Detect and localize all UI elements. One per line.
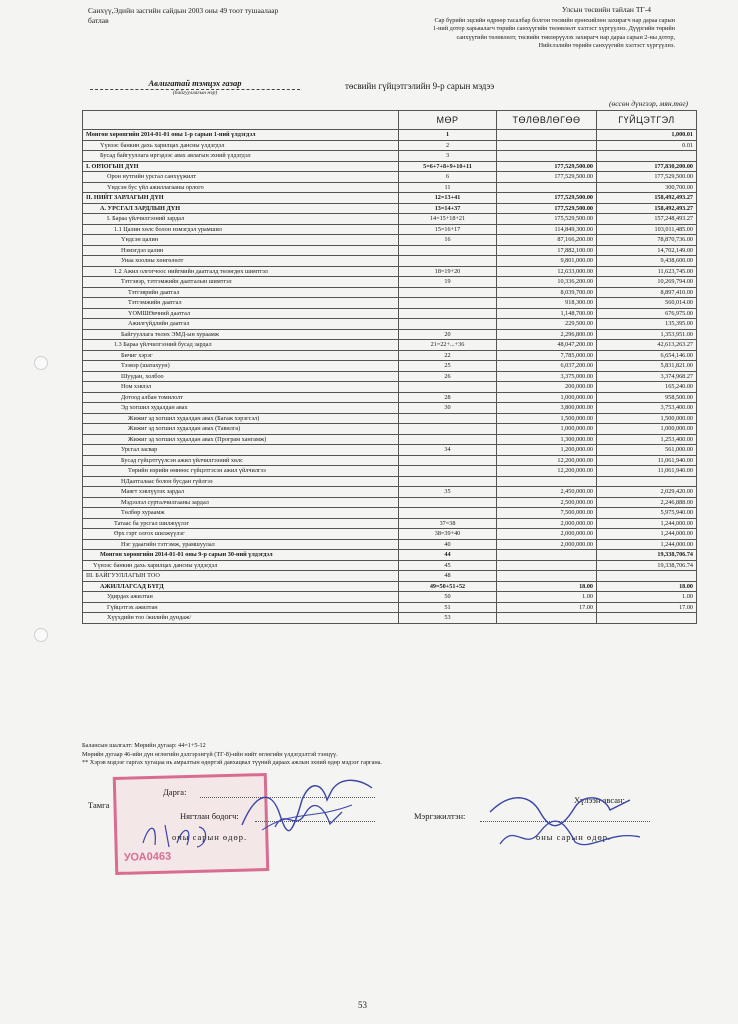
row-label: II. НИЙТ ЗАРЛАГЫН ДҮН xyxy=(83,193,399,204)
row-code xyxy=(399,319,497,330)
row-actual-value: 135,395.00 xyxy=(597,319,697,330)
row-plan-value: 87,166,200.00 xyxy=(497,235,597,246)
row-plan-value: 200,000.00 xyxy=(497,382,597,393)
row-actual-value: 14,702,149.00 xyxy=(597,245,697,256)
table-row xyxy=(83,382,697,393)
table-row xyxy=(83,413,697,424)
table-row xyxy=(83,256,697,267)
table-row xyxy=(83,193,697,204)
row-actual-value: 1,244,000.00 xyxy=(597,518,697,529)
row-code: 6 xyxy=(399,172,497,183)
row-code: 3 xyxy=(399,151,497,162)
table-row xyxy=(83,245,697,256)
inspector-label: Мэргэжилтэн: xyxy=(414,811,466,821)
instruction-line-2: 1-ний дотор харьяалагч төрийн санхүүгийн төлөвлөлт хэлтэст хүргүүлнэ. Дүүргийн төрийн xyxy=(432,25,675,32)
row-label: 1.3 Бараа үйлчилгээний бусад зардал xyxy=(83,340,399,351)
row-code: 13=14+37 xyxy=(399,203,497,214)
row-actual-value: 1,000,000.00 xyxy=(597,424,697,435)
row-label: Унаа хоолны хөнгөлөлт xyxy=(83,256,399,267)
table-row xyxy=(83,140,697,151)
row-actual-value: 78,870,736.00 xyxy=(597,235,697,246)
row-label: Нэмэгдэл цалин xyxy=(83,245,399,256)
row-plan-value: 2,000,000.00 xyxy=(497,529,597,540)
row-label: Бусад байгууллага иргэдээс авах авлагын эхний үлдэгдэл xyxy=(83,151,399,162)
row-plan-value: 177,529,500.00 xyxy=(497,203,597,214)
footnote-deadline: ** Хэрэв мэдээг гаргах хугацаа нь амралтын өдөртэй давхацвал түүний дараах ажлын эхний өдөр мэдээг гаргана. xyxy=(82,759,382,766)
row-plan-value: 2,296,800.00 xyxy=(497,329,597,340)
row-actual-value: 561,000.00 xyxy=(597,445,697,456)
row-code: 48 xyxy=(399,571,497,582)
row-plan-value: 2,000,000.00 xyxy=(497,539,597,550)
stamp-label: Тамга xyxy=(88,800,110,810)
row-actual-value: 1,353,951.00 xyxy=(597,329,697,340)
organization-name: Авлигатай тэмцэх газар xyxy=(90,78,300,90)
row-code xyxy=(399,508,497,519)
table-row xyxy=(83,151,697,162)
row-actual-value: 2,029,420.00 xyxy=(597,487,697,498)
row-actual-value xyxy=(597,613,697,624)
approval-line-1: Санхүү,Эдийн засгийн сайдын 2003 оны 49 тоот тушаалаар xyxy=(88,6,279,15)
row-code: 2 xyxy=(399,140,497,151)
table-row xyxy=(83,613,697,624)
table-body xyxy=(83,130,697,624)
row-actual-value: 3,753,400.00 xyxy=(597,403,697,414)
table-row xyxy=(83,466,697,477)
row-label: Тэтгэврийн даатгал xyxy=(83,287,399,298)
table-row xyxy=(83,340,697,351)
row-code: 1 xyxy=(399,130,497,141)
row-plan-value: 918,300.00 xyxy=(497,298,597,309)
row-actual-value: 1,244,000.00 xyxy=(597,539,697,550)
row-label: Бусад гүйцэтгүүлсэн ажил үйлчилгээний хөлс xyxy=(83,455,399,466)
table-row xyxy=(83,476,697,487)
row-plan-value: 114,849,300.00 xyxy=(497,224,597,235)
row-plan-value: 9,801,000.00 xyxy=(497,256,597,267)
row-code: 16 xyxy=(399,235,497,246)
row-plan-value xyxy=(497,476,597,487)
table-row xyxy=(83,497,697,508)
table-row xyxy=(83,455,697,466)
table-header-row xyxy=(83,111,697,130)
row-actual-value: 165,240.00 xyxy=(597,382,697,393)
form-id: Улсын төсвийн тайлан ТГ-4 xyxy=(561,5,651,14)
row-code xyxy=(399,434,497,445)
table-row xyxy=(83,203,697,214)
table-row xyxy=(83,539,697,550)
row-actual-value: 18.00 xyxy=(597,581,697,592)
row-code xyxy=(399,497,497,508)
row-plan-value: 48,047,200.00 xyxy=(497,340,597,351)
row-label: Тэтгэмжийн даатгал xyxy=(83,298,399,309)
row-code xyxy=(399,298,497,309)
row-actual-value: 676,975.00 xyxy=(597,308,697,319)
row-label: Өрх гэрт олгох шилжүүлэг xyxy=(83,529,399,540)
row-plan-value: 12,200,000.00 xyxy=(497,455,597,466)
row-code: 5=6+7+8+9+10+11 xyxy=(399,161,497,172)
row-code: 40 xyxy=(399,539,497,550)
row-actual-value: 560,014.00 xyxy=(597,298,697,309)
row-label: 1.2 Ажил олгогчоос нийгмийн даатгалд төлөгдөх шимтгэл xyxy=(83,266,399,277)
column-header-plan: ТӨЛӨВЛӨГӨӨ xyxy=(497,111,597,130)
instruction-line-3: санхүүгийн төлөвлөлт, төсвийн төвлөрүүлэх захирагч нар дараа сарын 2-ны дотор, xyxy=(456,33,675,41)
row-label: Орон нутгийн урсгал санхүүжилт xyxy=(83,172,399,183)
column-header-row-code: МӨР xyxy=(399,111,497,130)
row-code: 28 xyxy=(399,392,497,403)
row-code: 49=50+51+52 xyxy=(399,581,497,592)
row-plan-value: 1,148,700.00 xyxy=(497,308,597,319)
row-code: 11 xyxy=(399,182,497,193)
table-row xyxy=(83,403,697,414)
table-row xyxy=(83,329,697,340)
row-label: АЖИЛЛАГСАД БҮГД xyxy=(83,581,399,592)
row-plan-value: 1,200,000.00 xyxy=(497,445,597,456)
row-plan-value xyxy=(497,613,597,624)
organization-block xyxy=(90,78,300,97)
row-actual-value: 19,338,706.74 xyxy=(597,560,697,571)
row-code: 26 xyxy=(399,371,497,382)
table-row xyxy=(83,361,697,372)
table-row xyxy=(83,508,697,519)
table-row xyxy=(83,287,697,298)
row-code: 37=38 xyxy=(399,518,497,529)
table-row xyxy=(83,518,697,529)
row-code: 51 xyxy=(399,602,497,613)
row-actual-value: 19,338,706.74 xyxy=(597,550,697,561)
table-row xyxy=(83,266,697,277)
table-row xyxy=(83,581,697,592)
row-plan-value xyxy=(497,560,597,571)
row-actual-value: 6,654,146.00 xyxy=(597,350,697,361)
approval-line-2: батлав xyxy=(88,16,109,25)
row-label: Дотоод албан томилолт xyxy=(83,392,399,403)
row-label: Гүйцэтгэх ажилтан xyxy=(83,602,399,613)
row-actual-value: 157,248,493.27 xyxy=(597,214,697,225)
table-row xyxy=(83,371,697,382)
row-plan-value: 1.00 xyxy=(497,592,597,603)
row-actual-value: 8,897,410.00 xyxy=(597,287,697,298)
row-actual-value: 300,700.00 xyxy=(597,182,697,193)
row-label: НДаатгалаас болон бусдан гүйлгээ xyxy=(83,476,399,487)
row-actual-value: 1,244,000.00 xyxy=(597,529,697,540)
footnotes xyxy=(82,742,702,768)
table-row xyxy=(83,602,697,613)
row-code: 22 xyxy=(399,350,497,361)
row-code xyxy=(399,476,497,487)
row-code: 14=15+18+21 xyxy=(399,214,497,225)
table-row xyxy=(83,487,697,498)
row-plan-value: 12,633,000.00 xyxy=(497,266,597,277)
row-plan-value xyxy=(497,151,597,162)
row-plan-value: 3,800,000.00 xyxy=(497,403,597,414)
table-row xyxy=(83,350,697,361)
row-actual-value xyxy=(597,571,697,582)
row-label: Төрийн нэрийн өмнөөс гүйцэтгэсэн ажил үйлчилгээ xyxy=(83,466,399,477)
row-code xyxy=(399,424,497,435)
inspector-signature xyxy=(480,782,650,862)
budget-report-table xyxy=(82,110,697,624)
row-actual-value: 11,061,940.00 xyxy=(597,466,697,477)
row-code: 19 xyxy=(399,277,497,288)
row-code: 21=22+...+36 xyxy=(399,340,497,351)
column-header-actual: ГҮЙЦЭТГЭЛ xyxy=(597,111,697,130)
row-actual-value: 103,011,485.00 xyxy=(597,224,697,235)
table-row xyxy=(83,434,697,445)
director-label: Дарга: xyxy=(163,787,187,797)
handwritten-date xyxy=(135,815,225,855)
receiving-date: оны сарын өдөр. xyxy=(536,832,612,842)
table-row xyxy=(83,424,697,435)
row-plan-value: 17.00 xyxy=(497,602,597,613)
table-row xyxy=(83,224,697,235)
row-code: 50 xyxy=(399,592,497,603)
row-label: Үүнээс банкин дахь харилцах дансны үлдэгдэл xyxy=(83,560,399,571)
row-label: Жижиг эд хогшил худалдан авах (Програм хангамж) xyxy=(83,434,399,445)
row-label: Байгууллага төлөх ЭМД-ын хураамж xyxy=(83,329,399,340)
table-row xyxy=(83,445,697,456)
column-header-label xyxy=(83,111,399,130)
row-code: 35 xyxy=(399,487,497,498)
row-code xyxy=(399,287,497,298)
row-label: Хүүхдийн тоо /жилийн дундаж/ xyxy=(83,613,399,624)
receiver-label: Хүлээн авсан: xyxy=(574,795,625,805)
row-actual-value: 1,000.01 xyxy=(597,130,697,141)
row-actual-value: 11,061,940.00 xyxy=(597,455,697,466)
row-plan-value: 1,500,000.00 xyxy=(497,413,597,424)
row-actual-value: 958,500.00 xyxy=(597,392,697,403)
row-code: 45 xyxy=(399,560,497,571)
row-label: Тээвэр (шатахуун) xyxy=(83,361,399,372)
row-label: Мөнгөн хөрөнгийн 2014-01-01 оны 9-р сарын 30-ний үлдэгдэл xyxy=(83,550,399,561)
row-actual-value: 5,975,940.00 xyxy=(597,508,697,519)
row-plan-value: 3,375,000.00 xyxy=(497,371,597,382)
row-plan-value: 177,529,500.00 xyxy=(497,193,597,204)
row-actual-value: 11,623,745.00 xyxy=(597,266,697,277)
row-actual-value: 3,374,968.27 xyxy=(597,371,697,382)
table-row xyxy=(83,529,697,540)
row-plan-value: 6,037,200.00 xyxy=(497,361,597,372)
row-plan-value: 2,000,000.00 xyxy=(497,518,597,529)
row-plan-value xyxy=(497,571,597,582)
row-actual-value: 10,269,794.00 xyxy=(597,277,697,288)
instruction-line-4: Нийслэлийн төрийн санхүүгийн хэлтэст хүргүүлнэ. xyxy=(538,42,675,49)
row-label: Мэдээлэл сурталчилгааны зардал xyxy=(83,497,399,508)
row-code xyxy=(399,382,497,393)
row-label: Төлбөр хураамж xyxy=(83,508,399,519)
row-plan-value: 177,529,500.00 xyxy=(497,172,597,183)
table-row xyxy=(83,550,697,561)
row-plan-value: 7,785,000.00 xyxy=(497,350,597,361)
table-row xyxy=(83,560,697,571)
row-plan-value: 12,200,000.00 xyxy=(497,466,597,477)
row-code xyxy=(399,466,497,477)
row-actual-value xyxy=(597,151,697,162)
row-code xyxy=(399,308,497,319)
row-code: 44 xyxy=(399,550,497,561)
row-label: Үүнээс банкин дахь харилцах дансны үлдэгдэл xyxy=(83,140,399,151)
row-actual-value: 158,492,493.27 xyxy=(597,193,697,204)
row-label: Тэтгэвэр, тэтгэмжийн даатгалын шимтгэл xyxy=(83,277,399,288)
row-code: 20 xyxy=(399,329,497,340)
row-plan-value: 1,000,000.00 xyxy=(497,424,597,435)
row-actual-value: 5,831,821.00 xyxy=(597,361,697,372)
row-plan-value: 177,529,500.00 xyxy=(497,161,597,172)
row-plan-value xyxy=(497,140,597,151)
document-title: төсвийн гүйцэтгэлийн 9-р сарын мэдээ xyxy=(345,81,495,91)
table-row xyxy=(83,172,697,183)
row-label: Үндсэн цалин xyxy=(83,235,399,246)
row-plan-value: 1,000,000.00 xyxy=(497,392,597,403)
row-code xyxy=(399,256,497,267)
table-row xyxy=(83,214,697,225)
footnote-row-46: Мөрийн дугаар 46-ийн дүн өглөгийн дэлгэрэнгүй (ТГ-8)-ийн нийт өглөгийн үлдэгдэлтэй тэнцүү. xyxy=(82,750,338,758)
row-code: 25 xyxy=(399,361,497,372)
row-actual-value: 42,613,263.27 xyxy=(597,340,697,351)
table-row xyxy=(83,571,697,582)
row-plan-value: 18.00 xyxy=(497,581,597,592)
organization-hint: (байгууллагын нэр) xyxy=(172,90,218,96)
row-plan-value: 2,450,000.00 xyxy=(497,487,597,498)
table-row xyxy=(83,277,697,288)
page-number: 53 xyxy=(358,1000,367,1010)
binder-hole xyxy=(34,628,48,642)
row-code xyxy=(399,455,497,466)
table-row xyxy=(83,182,697,193)
row-label: Шуудан, холбоо xyxy=(83,371,399,382)
row-plan-value xyxy=(497,182,597,193)
row-plan-value: 10,336,200.00 xyxy=(497,277,597,288)
table-row xyxy=(83,298,697,309)
row-code: 12=13+41 xyxy=(399,193,497,204)
row-label: Үндсэн бус үйл ажиллагааны орлого xyxy=(83,182,399,193)
table-row xyxy=(83,392,697,403)
row-label: Бичиг хэрэг xyxy=(83,350,399,361)
row-label: Жижиг эд хогшил худалдан авах (Багаж хэрэгсэл) xyxy=(83,413,399,424)
row-label: Удирдах ажилтан xyxy=(83,592,399,603)
row-actual-value: 1.00 xyxy=(597,592,697,603)
row-label: Жижиг эд хогшил худалдан авах (Тавилга) xyxy=(83,424,399,435)
row-actual-value: 2,246,888.00 xyxy=(597,497,697,508)
row-label: Ном хэвлэл xyxy=(83,382,399,393)
row-actual-value: 1,253,400.00 xyxy=(597,434,697,445)
row-code: 53 xyxy=(399,613,497,624)
row-plan-value: 175,529,500.00 xyxy=(497,214,597,225)
form-instructions xyxy=(400,6,675,51)
row-label: Мөнгөн хөрөнгийн 2014-01-01 оны 1-р сарын 1-ний үлдэгдэл xyxy=(83,130,399,141)
row-label: Ажилгүйдлийн даатгал xyxy=(83,319,399,330)
table-row xyxy=(83,592,697,603)
row-code: 30 xyxy=(399,403,497,414)
row-label: Маягт хэвлүүлэх зардал xyxy=(83,487,399,498)
row-code xyxy=(399,245,497,256)
row-label: Татаас ба урсгал шилжүүлэг xyxy=(83,518,399,529)
row-plan-value xyxy=(497,130,597,141)
row-plan-value: 2,500,000.00 xyxy=(497,497,597,508)
row-actual-value xyxy=(597,476,697,487)
accountant-signature xyxy=(270,802,350,837)
row-plan-value: 229,500.00 xyxy=(497,319,597,330)
row-label: Эд хогшил худалдан авах xyxy=(83,403,399,414)
row-actual-value: 9,438,600.00 xyxy=(597,256,697,267)
row-plan-value: 1,300,000.00 xyxy=(497,434,597,445)
table-row xyxy=(83,308,697,319)
row-label: 1.1 Цалин хөлс болон нэмэгдэл урамшил xyxy=(83,224,399,235)
row-plan-value: 8,039,700.00 xyxy=(497,287,597,298)
stamp-number: УОА0463 xyxy=(123,850,172,864)
row-plan-value: 17,882,100.00 xyxy=(497,245,597,256)
row-label: Урсгал засвар xyxy=(83,445,399,456)
table-row xyxy=(83,161,697,172)
footnote-balance-check: Балансын шалгалт: Мөрийн дугаар: 44=1+5-12 xyxy=(82,742,206,749)
row-code: 15=16+17 xyxy=(399,224,497,235)
row-label: ҮОМШӨвчний даатгал xyxy=(83,308,399,319)
row-plan-value xyxy=(497,550,597,561)
unit-note: (өссөн дүнгээр, мян.төг) xyxy=(608,99,688,108)
row-code xyxy=(399,413,497,424)
row-plan-value: 7,500,000.00 xyxy=(497,508,597,519)
row-actual-value: 158,492,493.27 xyxy=(597,203,697,214)
row-actual-value: 0.01 xyxy=(597,140,697,151)
row-code: 18=19+20 xyxy=(399,266,497,277)
table-row xyxy=(83,130,697,141)
row-actual-value: 177,830,200.00 xyxy=(597,161,697,172)
binder-hole xyxy=(34,356,48,370)
row-actual-value: 177,529,500.00 xyxy=(597,172,697,183)
row-label: А. УРСГАЛ ЗАРДЛЫН ДҮН xyxy=(83,203,399,214)
table-row xyxy=(83,319,697,330)
row-code: 38=39+40 xyxy=(399,529,497,540)
row-label: I. ОРЛОГЫН ДҮН xyxy=(83,161,399,172)
instruction-line-1: Сар бүрийн эцсийн өдрөөр тасалбар болгон төсвийн ерөнхийлөн захирагч нар дараа сарын xyxy=(434,16,675,24)
row-actual-value: 1,500,000.00 xyxy=(597,413,697,424)
table-row xyxy=(83,235,697,246)
row-actual-value: 17.00 xyxy=(597,602,697,613)
row-label: I. Бараа үйлчилгээний зардал xyxy=(83,214,399,225)
row-label: III. БАЙГУУЛЛАГЫН ТОО xyxy=(83,571,399,582)
accountant-label: Нягтлан бодогч: xyxy=(180,811,239,821)
form-approval-note xyxy=(88,6,338,26)
signing-date: оны сарын өдөр. xyxy=(172,832,248,842)
row-label: Нэг удаагийн тэтгэмж, урамшуулал xyxy=(83,539,399,550)
row-code: 34 xyxy=(399,445,497,456)
